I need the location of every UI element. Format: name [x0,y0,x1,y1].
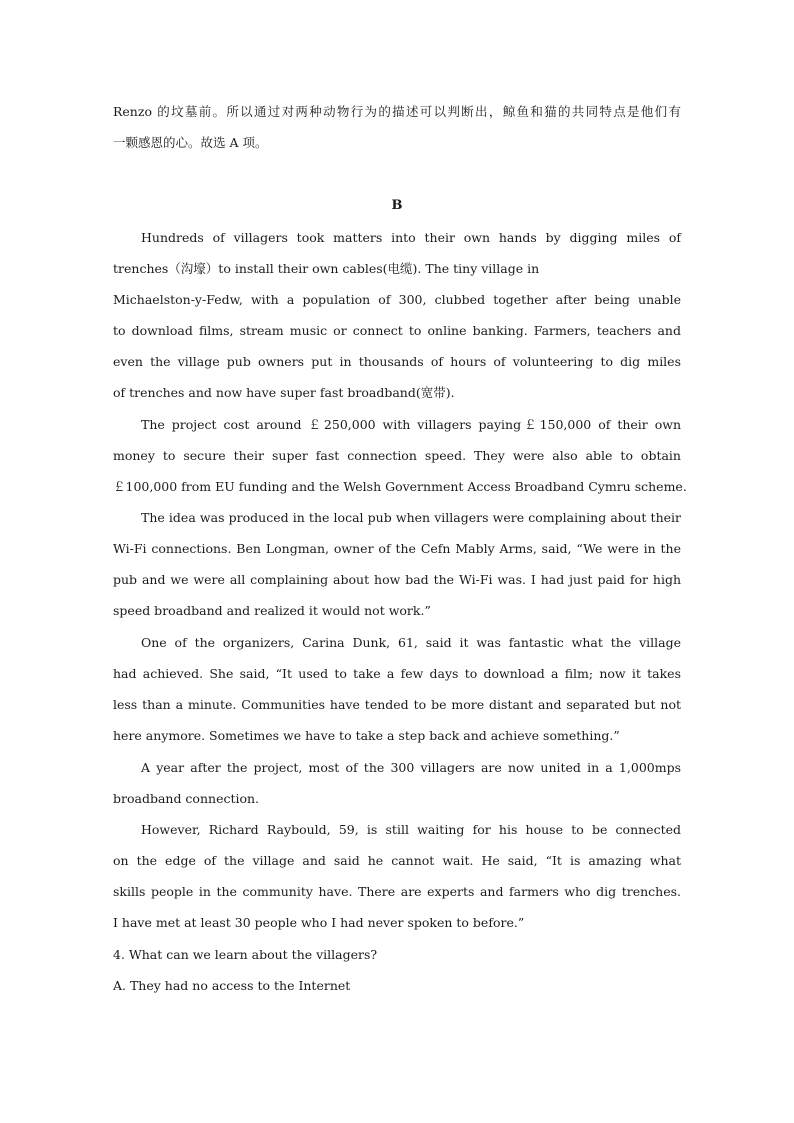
passage-line: skills people in the community have. There are experts and farmers who dig trenches. [113,884,681,899]
passage-line: I have met at least 30 people who I had never spoken to before.” [113,915,525,930]
passage-line: Hundreds of villagers took matters into their own hands by digging miles of [141,230,681,245]
intro-line: Renzo 的坟墓前。所以通过对两种动物行为的描述可以判断出，鲸鱼和猫的共同特点是他们有 [113,104,681,119]
intro-line: 一颗感恩的心。故选 A 项。 [113,135,268,150]
passage-line: to download films, stream music or connect to online banking. Farmers, teachers and [113,323,681,338]
passage-line: Wi-Fi connections. Ben Longman, owner of the Cefn Mably Arms, said, “We were in the [113,541,681,556]
question-stem: 4. What can we learn about the villagers? [113,947,378,962]
passage-line: ￡100,000 from EU funding and the Welsh Government Access Broadband Cymru scheme. [113,479,687,494]
passage-line: pub and we were all complaining about how bad the Wi-Fi was. I had just paid for high [113,572,681,587]
section-heading: B [391,198,403,213]
question-option-a: A. They had no access to the Internet [113,978,351,993]
passage-line: The project cost around ￡250,000 with villagers paying￡150,000 of their own [141,417,681,432]
passage-line: One of the organizers, Carina Dunk, 61, said it was fantastic what the village [141,635,681,650]
passage-line: broadband connection. [113,791,260,806]
passage-line: A year after the project, most of the 300 villagers are now united in a 1,000mps [141,760,681,775]
passage-line: even the village pub owners put in thousands of hours of volunteering to dig miles [113,354,681,369]
passage-line: here anymore. Sometimes we have to take a step back and achieve something.” [113,728,620,743]
passage-line: had achieved. She said, “It used to take a few days to download a film; now it takes [113,666,681,681]
passage-line: of trenches and now have super fast broadband(宽带). [113,385,455,400]
passage-line: money to secure their super fast connection speed. They were also able to obtain [113,448,681,463]
passage-line: on the edge of the village and said he cannot wait. He said, “It is amazing what [113,853,681,868]
passage-line: The idea was produced in the local pub when villagers were complaining about their [141,510,681,525]
passage-line: trenches（沟壕）to install their own cables(电缆). The tiny village in [113,261,540,276]
passage-line: Michaelston-y-Fedw, with a population of 300, clubbed together after being unable [113,292,681,307]
passage-line: speed broadband and realized it would not work.” [113,603,431,618]
passage-line: less than a minute. Communities have tended to be more distant and separated but not [113,697,681,712]
passage-line: However, Richard Raybould, 59, is still waiting for his house to be connected [141,822,681,837]
